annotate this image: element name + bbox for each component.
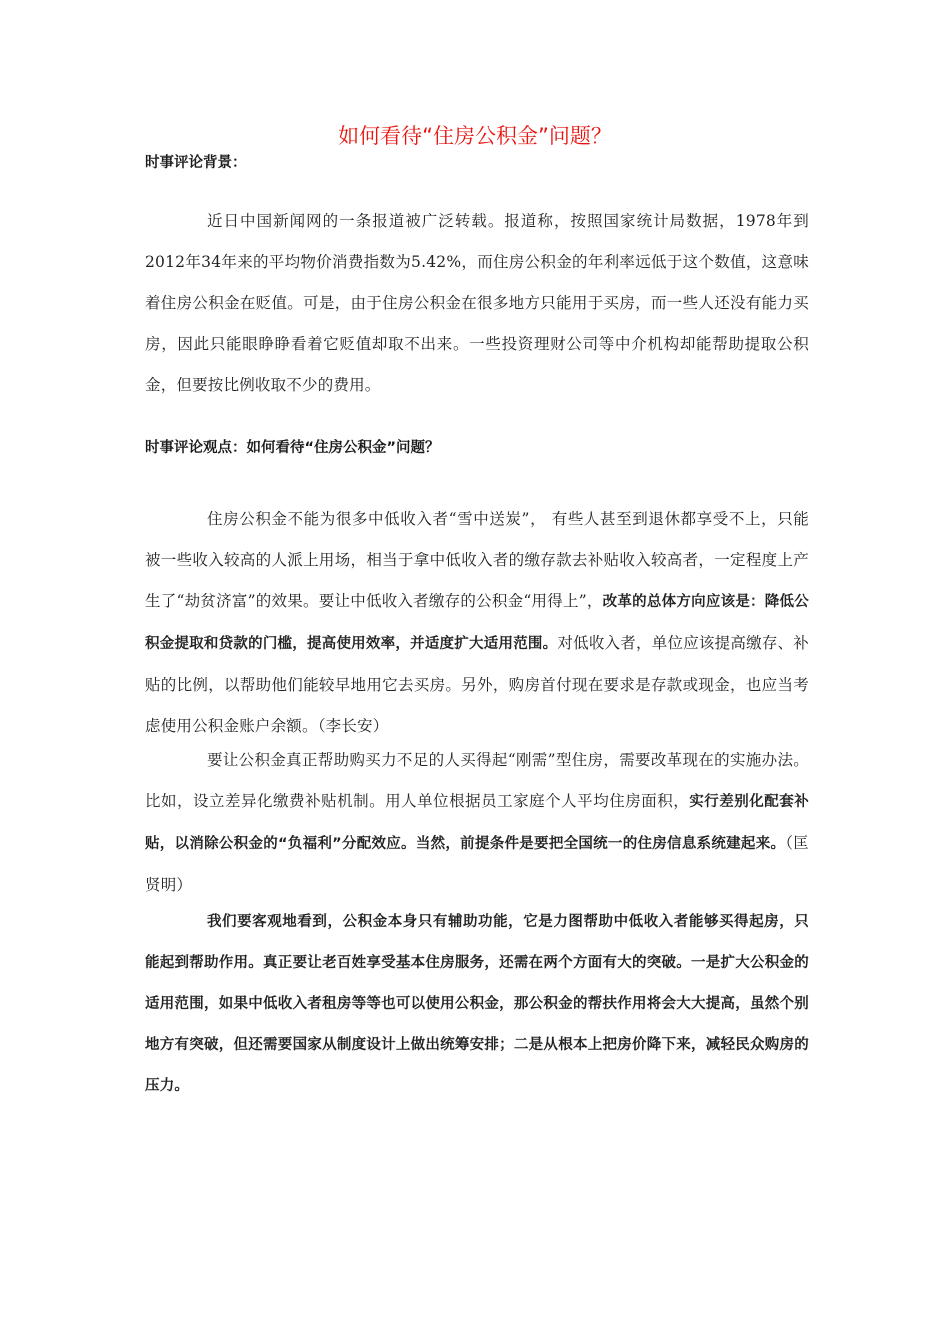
viewpoint-paragraph-1 <box>145 499 809 747</box>
background-paragraph: 近日中国新闻网的一条报道被广泛转载。报道称，按照国家统计局数据，1978年到2012年34年来的平均物价消费指数为5.42%，而住房公积金的年利率远低于这个数值，这意味着住房公积金在贬值。可是，由于住房公积金在很多地方只能用于买房，而一些人还没有能力买房，因此只能眼睁睁看着它贬值却取不出来。一些投资理财公司等中介机构却能帮助提取公积金，但要按比例收取不少的费用。 <box>145 212 809 394</box>
author-credit: （匡贤明） <box>145 834 809 894</box>
document-title: 如何看待“住房公积金”问题？ <box>338 124 612 148</box>
emphasis-text: 改革的总体方向应该是：降低公积金提取和贷款的门槛，提高使用效率，并适度扩大适用范围。 <box>145 594 809 652</box>
emphasis-text: 实行差别化配套补贴，以消除公积金的“负福利”分配效应。当然，前提条件是要把全国统一的住房信息系统建起来。 <box>145 794 809 852</box>
viewpoint-heading: 时事评论观点：如何看待“住房公积金”问题？ <box>145 440 440 456</box>
paragraph-text: 要让公积金真正帮助购买力不足的人买得起“刚需”型住房，需要改革现在的实施办法。比如，设立差异化缴费补贴机制。用人单位根据员工家庭个人平均住房面积， <box>145 751 809 810</box>
paragraph-text: 对低收入者，单位应该提高缴存、补贴的比例，以帮助他们能较早地用它去买房。另外，购房首付现在要求是存款或现金，也应当考虑使用公积金账户余额。（李长安） <box>145 634 809 735</box>
viewpoint-paragraph-3: 我们要客观地看到，公积金本身只有辅助功能，它是力图帮助中低收入者能够买得起房，只能起到帮助作用。真正要让老百姓享受基本住房服务，还需在两个方面有大的突破。一是扩大公积金的适用范围，如果中低收入者租房等等也可以使用公积金，那公积金的帮扶作用将会大大提高，虽然个别地方有突破，但还需要国家从制度设计上做出统筹安排；二是从根本上把房价降下来，减轻民众购房的压力。 <box>145 914 809 1094</box>
viewpoint-paragraph-2 <box>145 740 809 906</box>
paragraph-text: 住房公积金不能为很多中低收入者“雪中送炭”， 有些人甚至到退休都享受不上，只能被一些收入较高的人派上用场，相当于拿中低收入者的缴存款去补贴收入较高者，一定程度上产生了“劫贫济富”的效果。要让中低收入者缴存的公积金“用得上”， <box>145 510 809 610</box>
background-heading: 时事评论背景： <box>145 155 247 171</box>
